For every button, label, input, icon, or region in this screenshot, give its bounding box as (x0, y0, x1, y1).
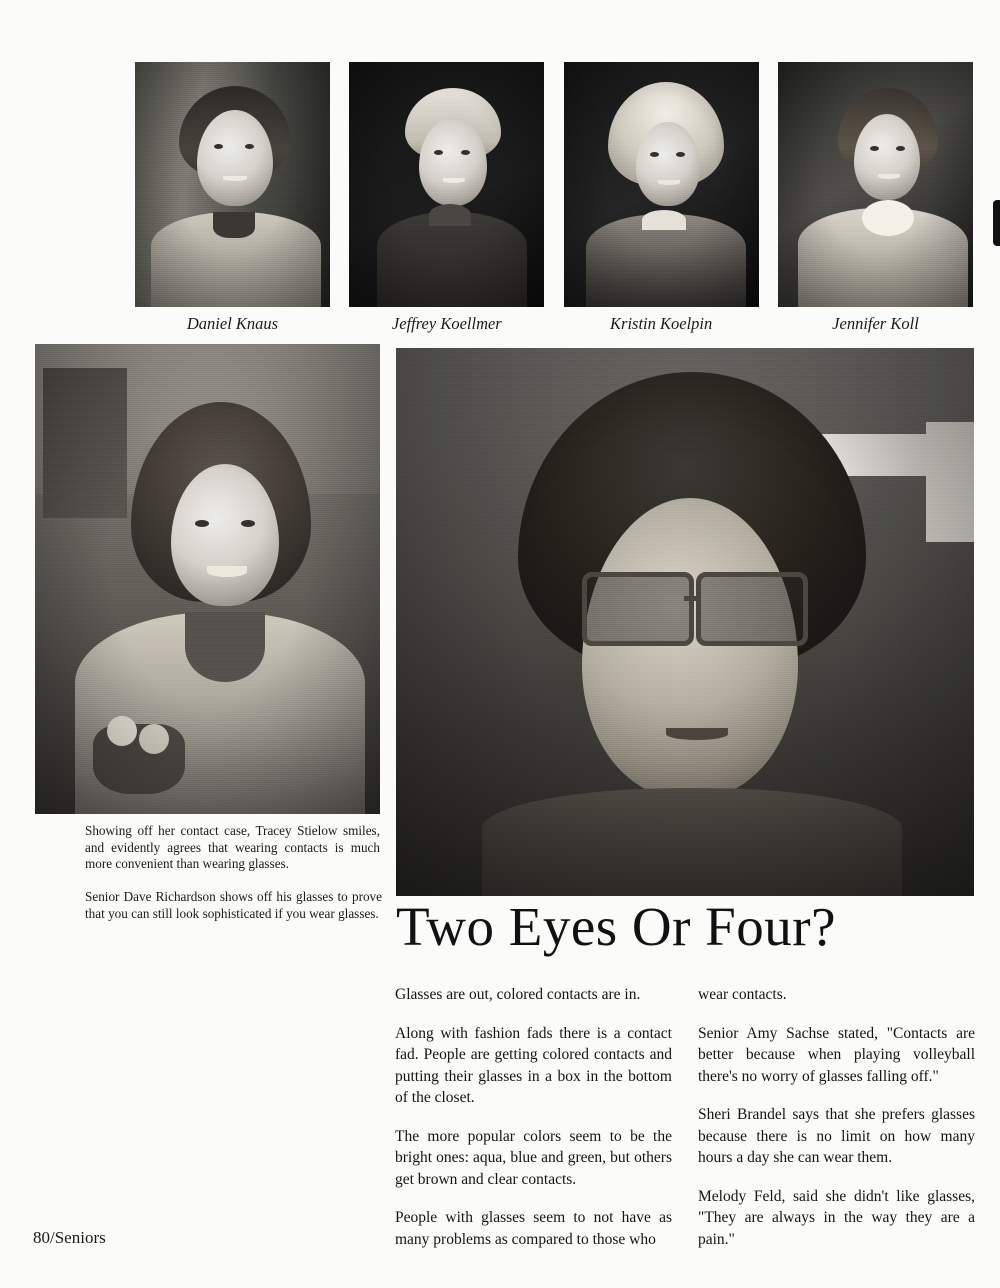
portrait-name-4: Jennifer Koll (832, 314, 919, 333)
portrait-photo-1 (135, 62, 330, 307)
portrait-image-kristin-koelpin (564, 62, 759, 307)
feature-photo-left (35, 344, 380, 814)
article-paragraph: People with glasses seem to not have as many problems as compared to those who (395, 1209, 672, 1248)
page-edge-mark (993, 200, 1000, 246)
article-column-left (395, 984, 672, 1250)
article-paragraph: Sheri Brandel says that she prefers glasses because there is no limit on how many hours a day she can wear them. (698, 1106, 975, 1166)
portrait-photo-4 (778, 62, 973, 307)
portrait-photo-3 (564, 62, 759, 307)
portrait-name-row (135, 314, 973, 336)
article-headline: Two Eyes Or Four? (396, 896, 836, 957)
article-paragraph: Along with fashion fads there is a contact fad. People are getting colored contacts and putting their glasses in a box in the bottom of the closet. (395, 1024, 672, 1106)
portrait-image-daniel-knaus (135, 62, 330, 307)
page-folio: 80/Seniors (33, 1228, 106, 1247)
left-photo-caption-2: Senior Dave Richardson shows off his glasses to prove that you can still look sophisticated if you wear glasses. (85, 889, 382, 921)
article-paragraph: Melody Feld, said she didn't like glasses, "They are always in the way they are a pain." (698, 1187, 975, 1248)
article-paragraph: The more popular colors seem to be the bright ones: aqua, blue and green, but others get brown and clear contacts. (395, 1127, 672, 1188)
article-paragraph: Glasses are out, colored contacts are in. (395, 986, 641, 1003)
portrait-image-jennifer-koll (778, 62, 973, 307)
portrait-name-2: Jeffrey Koellmer (391, 314, 502, 333)
article-column-right (698, 984, 975, 1250)
portrait-photo-2 (349, 62, 544, 307)
left-photo-caption-1: Showing off her contact case, Tracey Stielow smiles, and evidently agrees that wearing contacts is much more convenient than wearing glasses. (85, 823, 380, 871)
portrait-image-jeffrey-koellmer (349, 62, 544, 307)
portrait-name-1: Daniel Knaus (186, 314, 279, 333)
portrait-name-3: Kristin Koelpin (610, 314, 713, 333)
feature-photo-right (396, 348, 974, 896)
senior-portrait-row (135, 62, 973, 307)
article-paragraph: wear contacts. (698, 986, 787, 1003)
article-paragraph: Senior Amy Sachse stated, "Contacts are better because when playing volleyball there's no worry of glasses falling off." (698, 1024, 975, 1085)
article-body (395, 984, 975, 1250)
